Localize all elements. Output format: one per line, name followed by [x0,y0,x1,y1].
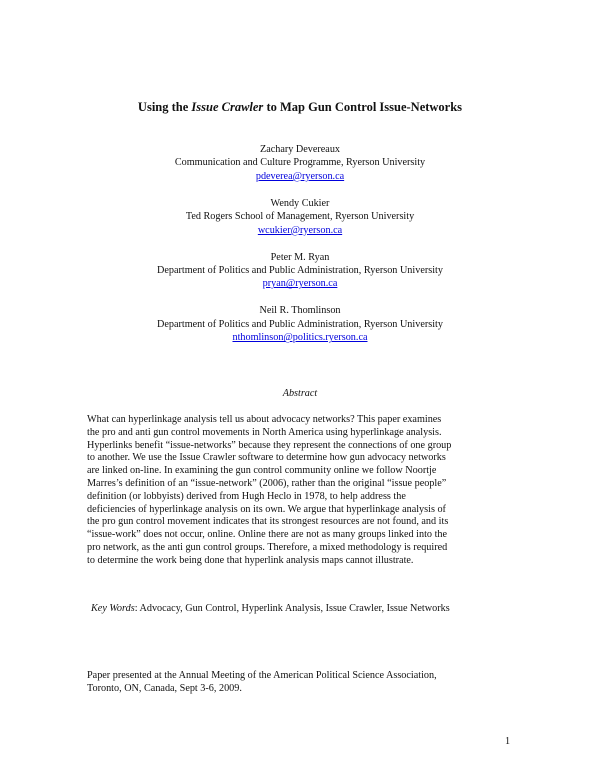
abstract-line: definition (or lobbyists) derived from Hugh Heclo in 1978, to help address the [87,490,406,502]
abstract-line: What can hyperlinkage analysis tell us about advocacy networks? This paper examines [87,414,442,425]
author-affiliation: Department of Politics and Public Administration, Ryerson University [157,318,443,330]
abstract-line: are linked on-line. In examining the gun control community online we follow Noortje [87,465,437,477]
paper-title [0,100,600,115]
abstract-line: pro network, as the anti gun control groups. Therefore, a mixed methodology is required [87,541,448,553]
abstract-line: the pro gun control movement indicates that its strongest resources are not found, and its [87,516,449,528]
abstract-line: “issue-work” does not occur, online. Online there are not as many groups linked into the [87,529,448,541]
conference-note [87,669,437,695]
author-block [0,251,600,291]
abstract-line: the pro and anti gun control movements in North America using hyperlinkage analysis. [87,426,442,438]
abstract-heading: Abstract [282,388,318,399]
abstract-body [87,414,527,568]
page-number: 1 [505,736,511,747]
abstract-line: to determine the work being done that hyperlink analysis maps cannot illustrate. [87,554,414,566]
abstract-line: Hyperlinks benefit “issue-networks” because they represent the connections of one group [87,439,452,451]
author-block [0,197,600,237]
abstract-line: to another. We use the Issue Crawler software to determine how gun advocacy networks [87,452,446,464]
author-email-link[interactable]: pryan@ryerson.ca [262,278,338,290]
title-prefix: Using the [137,100,192,114]
author-affiliation: Ted Rogers School of Management, Ryerson University [185,211,415,223]
abstract-line: Marres’s definition of an “issue-network” (2006), rather than the original “issue people” [87,477,447,489]
author-email-link[interactable]: wcukier@ryerson.ca [257,224,343,236]
conference-note-line: Toronto, ON, Canada, Sept 3-6, 2009. [87,683,242,694]
abstract-line: deficiencies of hyperlinkage analysis on its own. We argue that hyperlinkage analysis of [87,503,446,515]
conference-note-line: Paper presented at the Annual Meeting of the American Political Science Association, [87,670,437,681]
title-suffix: to Map Gun Control Issue-Networks [263,100,463,114]
author-email-link[interactable]: pdeverea@ryerson.ca [255,170,345,182]
author-affiliation: Communication and Culture Programme, Ryerson University [174,157,426,169]
keywords [91,603,450,614]
author-affiliation: Department of Politics and Public Administration, Ryerson University [157,265,443,277]
title-italic: Issue Crawler [191,100,264,114]
author-block [0,143,600,183]
keywords-text: : Advocacy, Gun Control, Hyperlink Analysis, Issue Crawler, Issue Networks [134,603,450,614]
keywords-label: Key Words [91,603,135,614]
author-block [0,304,600,344]
author-list [0,143,600,358]
author-name: Zachary Devereaux [259,144,341,155]
author-name: Wendy Cukier [270,197,330,209]
author-name: Neil R. Thomlinson [259,305,341,317]
author-email-link[interactable]: nthomlinson@politics.ryerson.ca [232,332,368,344]
author-name: Peter M. Ryan [270,251,330,263]
